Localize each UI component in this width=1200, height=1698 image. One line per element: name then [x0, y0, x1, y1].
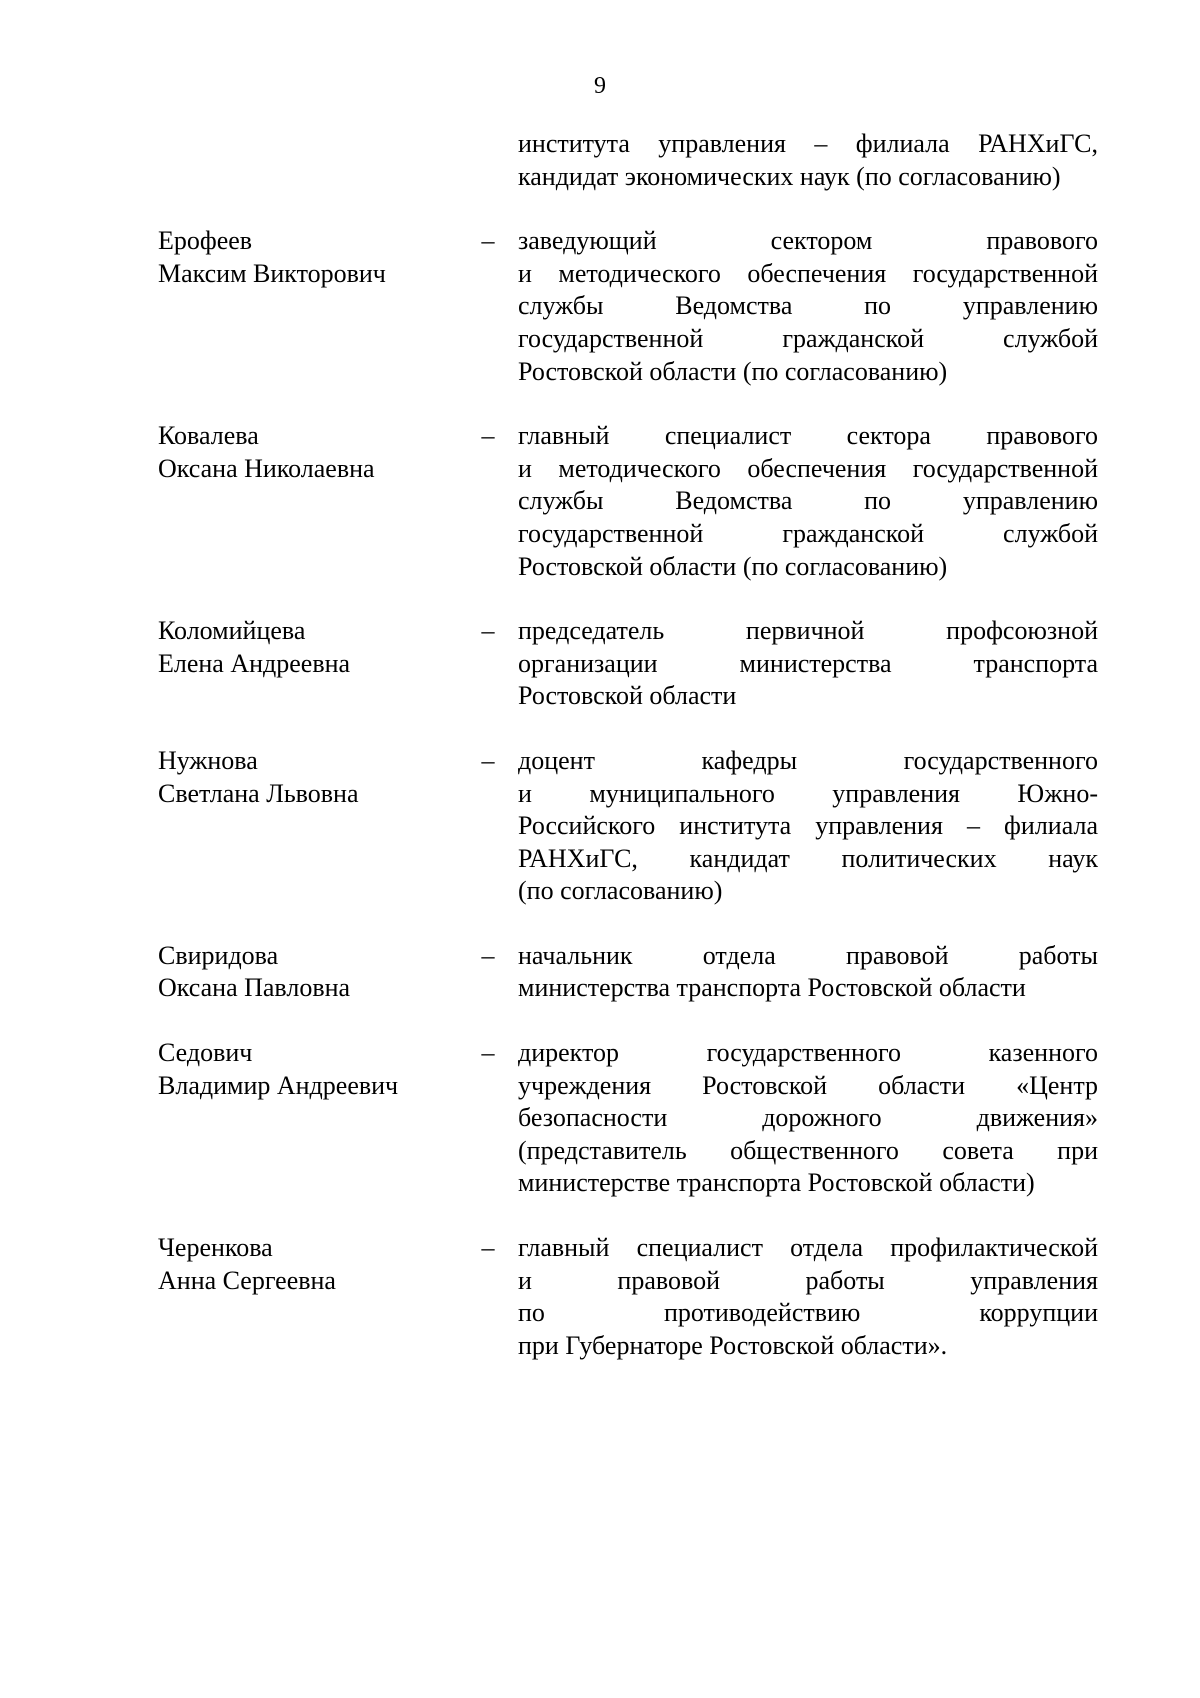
member-role	[518, 1037, 1098, 1200]
member-name	[158, 128, 458, 193]
member-given-name: Анна Сергеевна	[158, 1265, 336, 1295]
role-line: директор государственного казенного	[518, 1038, 1098, 1068]
role-line: (по согласованию)	[518, 876, 723, 906]
member-dash: –	[481, 1233, 495, 1263]
role-line: Ростовской области (по согласованию)	[518, 356, 948, 386]
member-continuation	[158, 128, 1098, 193]
member-dash	[458, 128, 518, 193]
role-line: министерстве транспорта Ростовской области)	[518, 1168, 1035, 1198]
member-name	[158, 1037, 458, 1200]
role-line: по противодействию коррупции	[518, 1298, 1098, 1328]
member-role	[518, 420, 1098, 583]
role-line: главный специалист отдела профилактической	[518, 1233, 1098, 1263]
member-kovaleva	[158, 420, 1098, 583]
role-line: и методического обеспечения государственной	[518, 258, 1098, 288]
member-role	[518, 128, 1098, 193]
member-name	[158, 420, 458, 583]
role-line: института управления – филиала РАНХиГС,	[518, 129, 1098, 158]
member-list	[158, 128, 1098, 1394]
member-cherenkova	[158, 1232, 1098, 1362]
member-given-name: Максим Викторович	[158, 258, 386, 288]
role-line: Ростовской области (по согласованию)	[518, 551, 948, 581]
member-given-name: Светлана Львовна	[158, 778, 359, 808]
member-name	[158, 1232, 458, 1362]
role-line: доцент кафедры государственного	[518, 745, 1098, 775]
role-line: заведующий сектором правового	[518, 226, 1098, 256]
role-line: начальник отдела правовой работы	[518, 940, 1098, 970]
member-surname: Нужнова	[158, 745, 258, 775]
member-nuzhnova	[158, 745, 1098, 908]
role-line: Российского института управления – филиала	[518, 811, 1098, 841]
member-surname: Черенкова	[158, 1233, 273, 1263]
member-sedovich	[158, 1037, 1098, 1200]
member-role	[518, 225, 1098, 388]
role-line: Ростовской области	[518, 681, 737, 711]
member-given-name: Оксана Павловна	[158, 973, 351, 1003]
role-line: государственной гражданской службой	[518, 323, 1098, 353]
member-surname	[158, 128, 458, 161]
member-given-name: Владимир Андреевич	[158, 1070, 399, 1100]
member-role	[518, 940, 1098, 1005]
role-line: организации министерства транспорта	[518, 648, 1098, 678]
role-line: и муниципального управления Южно-	[518, 778, 1098, 808]
member-dash: –	[481, 226, 495, 256]
role-line: кандидат экономических наук (по согласованию)	[518, 161, 1061, 191]
member-dash: –	[481, 421, 495, 451]
member-surname: Коломийцева	[158, 616, 306, 646]
member-kolomiytseva	[158, 615, 1098, 713]
member-name	[158, 940, 458, 1005]
member-role	[518, 1232, 1098, 1362]
member-role	[518, 745, 1098, 908]
role-line: председатель первичной профсоюзной	[518, 616, 1098, 646]
member-erofeev	[158, 225, 1098, 388]
member-name	[158, 615, 458, 713]
role-line: министерства транспорта Ростовской области	[518, 973, 1026, 1003]
member-dash: –	[481, 745, 495, 775]
role-line: службы Ведомства по управлению	[518, 291, 1098, 321]
member-surname: Седович	[158, 1038, 253, 1068]
role-line: безопасности дорожного движения»	[518, 1103, 1098, 1133]
member-role	[518, 615, 1098, 713]
role-line: РАНХиГС, кандидат политических наук	[518, 843, 1098, 873]
member-sviridova	[158, 940, 1098, 1005]
role-line: службы Ведомства по управлению	[518, 486, 1098, 516]
page-number: 9	[594, 73, 606, 99]
member-given-name: Оксана Николаевна	[158, 453, 375, 483]
member-dash: –	[481, 1038, 495, 1068]
role-line: государственной гражданской службой	[518, 518, 1098, 548]
member-name	[158, 745, 458, 908]
member-dash: –	[481, 940, 495, 970]
member-given-name: Елена Андреевна	[158, 648, 351, 678]
member-name	[158, 225, 458, 388]
role-line: при Губернаторе Ростовской области».	[518, 1330, 948, 1360]
role-line: учреждения Ростовской области «Центр	[518, 1070, 1098, 1100]
member-given-name	[158, 161, 458, 194]
member-surname: Ерофеев	[158, 226, 253, 256]
member-surname: Ковалева	[158, 421, 259, 451]
member-dash: –	[481, 616, 495, 646]
role-line: и методического обеспечения государственной	[518, 453, 1098, 483]
role-line: главный специалист сектора правового	[518, 421, 1098, 451]
member-surname: Свиридова	[158, 940, 279, 970]
role-line: (представитель общественного совета при	[518, 1135, 1098, 1165]
role-line: и правовой работы управления	[518, 1265, 1098, 1295]
